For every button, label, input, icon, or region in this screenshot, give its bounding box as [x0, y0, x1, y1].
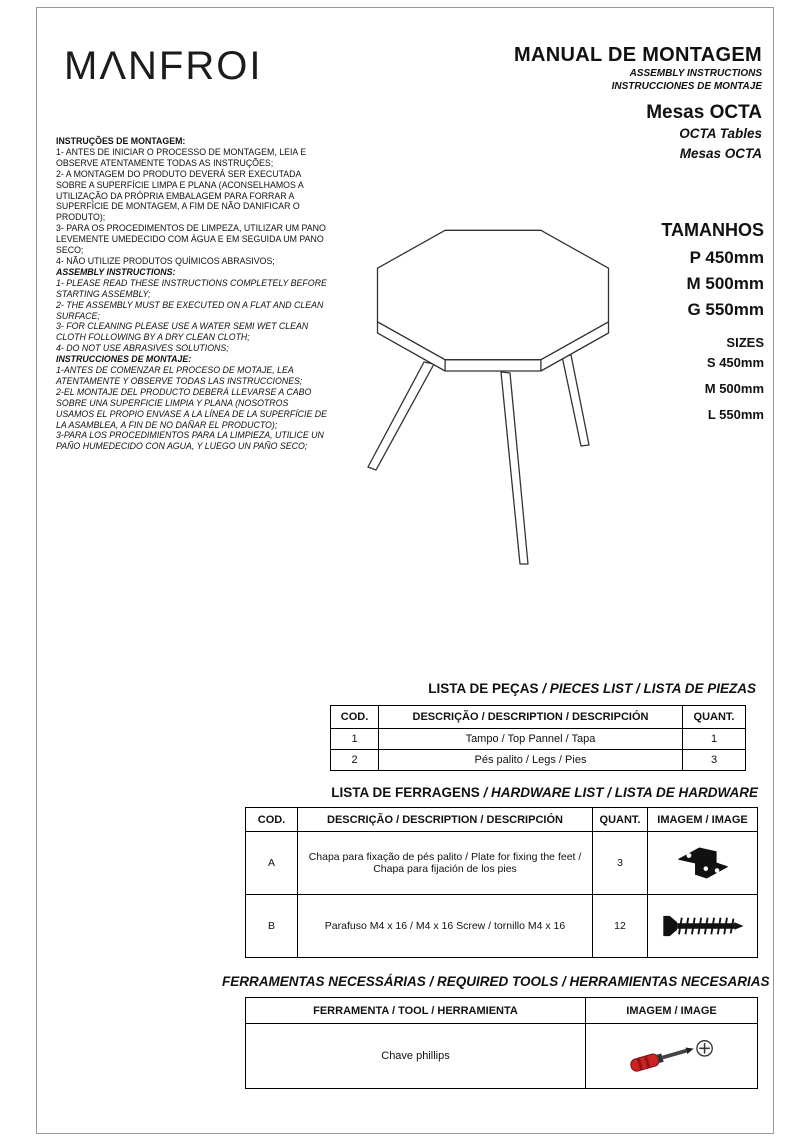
- instruction-item: 1- PLEASE READ THESE INSTRUCTIONS COMPLETELY BEFORE STARTING ASSEMBLY;: [56, 277, 327, 299]
- instruction-item: 3- PARA OS PROCEDIMENTOS DE LIMPEZA, UTILIZAR UM PANO LEVEMENTE UMEDECIDO COM ÁGUA E EM SEGUIDA UM PANO SECO;: [56, 223, 326, 256]
- tool-image-cell: [586, 1024, 758, 1089]
- hardware-quantity: 12: [593, 895, 648, 958]
- hardware-cod: B: [246, 895, 298, 958]
- manual-subtitle-en: ASSEMBLY INSTRUCTIONS: [629, 68, 762, 79]
- hardware-table: [245, 807, 758, 958]
- sizes-title-pt: TAMANHOS: [661, 220, 764, 240]
- tools-col-image: IMAGEM / IMAGE: [586, 998, 758, 1024]
- table-row: [331, 750, 746, 771]
- table-row: [246, 832, 758, 895]
- table-row: [246, 1024, 758, 1089]
- tools-table: [245, 997, 758, 1089]
- size-option: L 550mm: [707, 407, 764, 422]
- sizes-block: [661, 220, 764, 428]
- table-row: [246, 895, 758, 958]
- instructions-title-en: ASSEMBLY INSTRUCTIONS:: [56, 266, 176, 277]
- piece-quantity: 3: [683, 750, 746, 771]
- hardware-col-quant: QUANT.: [593, 808, 648, 832]
- pieces-heading-translations: / PIECES LIST / LISTA DE PIEZAS: [542, 681, 756, 696]
- instruction-item: 3-PARA LOS PROCEDIMIENTOS PARA LA LIMPIEZA, UTILICE UN PAÑO HUMEDECIDO CON AGUA, Y LUEGO UN PAÑO SECO;: [56, 430, 324, 452]
- tools-heading: FERRAMENTAS NECESSÁRIAS / REQUIRED TOOLS / HERRAMIENTAS NECESARIAS: [222, 974, 770, 989]
- hardware-heading-main: LISTA DE FERRAGENS: [331, 785, 484, 800]
- instruction-item: 4- NÃO UTILIZE PRODUTOS QUÍMICOS ABRASIVOS;: [56, 255, 275, 266]
- phillips-screwdriver-icon: [626, 1033, 718, 1079]
- manual-subtitle-es: INSTRUCCIONES DE MONTAJE: [611, 81, 762, 92]
- table-legs: [368, 355, 589, 564]
- instruction-item: 3- FOR CLEANING PLEASE USE A WATER SEMI WET CLEAN CLOTH FOLLOWING BY A DRY CLEAN CLOTH;: [56, 321, 309, 343]
- instruction-item: 2-EL MONTAJE DEL PRODUCTO DEBERÁ LLEVARSE A CABO SOBRE UNA SUPERFICIE LIMPIA Y PLANA (NOSOTROS USAMOS EL PROPIO ENVASE A LA LÍNEA DE LA SUPERFÍCIE DE LA ASAMBLEA, A FIN DE NO DAÑAR EL PRODUCTO);: [56, 386, 327, 430]
- piece-cod: 1: [331, 729, 379, 750]
- hardware-description: Chapa para fixação de pés palito / Plate for fixing the feet / Chapa para fijación de los pies: [298, 832, 593, 895]
- hardware-image-cell: [648, 832, 758, 895]
- size-option: S 450mm: [706, 355, 764, 370]
- pieces-list-heading: [428, 681, 756, 696]
- hardware-col-description: DESCRIÇÃO / DESCRIPTION / DESCRIPCIÓN: [298, 808, 593, 832]
- size-option: P 450mm: [689, 248, 764, 267]
- pieces-heading-main: LISTA DE PEÇAS: [428, 681, 543, 696]
- instruction-item: 2- THE ASSEMBLY MUST BE EXECUTED ON A FLAT AND CLEAN SURFACE;: [56, 299, 324, 321]
- pieces-col-quant: QUANT.: [683, 706, 746, 729]
- size-option: G 550mm: [687, 300, 764, 319]
- header: [514, 44, 762, 163]
- hardware-image-cell: [648, 895, 758, 958]
- size-option: M 500mm: [704, 381, 764, 396]
- instructions-title-pt: INSTRUÇÕES DE MONTAGEM:: [56, 136, 186, 146]
- octa-table-diagram: [338, 212, 650, 578]
- instruction-item: 1-ANTES DE COMENZAR EL PROCESO DE MOTAJE, LEA ATENTAMENTE Y OBSERVE TODAS LAS INSTRUCCIONES;: [56, 365, 303, 386]
- manual-title: MANUAL DE MONTAGEM: [514, 44, 762, 66]
- piece-description: Tampo / Top Pannel / Tapa: [379, 729, 683, 750]
- table-top: [378, 230, 609, 371]
- piece-quantity: 1: [683, 729, 746, 750]
- pieces-col-description: DESCRIÇÃO / DESCRIPTION / DESCRIPCIÓN: [379, 706, 683, 729]
- screw-icon: [660, 914, 746, 938]
- sizes-title-en: SIZES: [726, 335, 764, 350]
- hardware-heading-translations: / HARDWARE LIST / LISTA DE HARDWARE: [483, 785, 758, 800]
- size-option: M 500mm: [686, 274, 764, 293]
- table-illustration: [338, 212, 650, 578]
- hardware-cod: A: [246, 832, 298, 895]
- instruction-item: 2- A MONTAGEM DO PRODUTO DEVERÁ SER EXECUTADA SOBRE A SUPERFÍCIE LIMPA E PLANA (ACONSELHAMOS A UTILIZAÇÃO DA PRÓPRIA EMBALAGEM PARA FORRAR A SUPERFÍCIE DE MONTAGEM, A FIM DE NÃO DANIFICAR O PRODUTO);: [56, 168, 304, 223]
- table-row: [331, 729, 746, 750]
- pieces-header-row: [331, 706, 746, 729]
- pieces-col-cod: COD.: [331, 706, 379, 729]
- hardware-header-row: [246, 808, 758, 832]
- hardware-col-cod: COD.: [246, 808, 298, 832]
- instructions-title-es: INSTRUCCIONES DE MONTAJE:: [56, 354, 192, 365]
- instruction-item: 1- ANTES DE INICIAR O PROCESSO DE MONTAGEM, LEIA E OBSERVE ATENTAMENTE TODAS AS INSTRUÇÕES;: [56, 146, 307, 168]
- pieces-table: [330, 705, 746, 771]
- product-name-es: Mesas OCTA: [679, 145, 762, 161]
- tools-header-row: [246, 998, 758, 1024]
- hardware-list-heading: [331, 785, 758, 800]
- hardware-quantity: 3: [593, 832, 648, 895]
- tools-col-tool: FERRAMENTA / TOOL / HERRAMIENTA: [246, 998, 586, 1024]
- piece-description: Pés palito / Legs / Pies: [379, 750, 683, 771]
- fixing-plate-icon: [673, 842, 733, 884]
- hardware-description: Parafuso M4 x 16 / M4 x 16 Screw / tornillo M4 x 16: [298, 895, 593, 958]
- tool-name: Chave phillips: [246, 1024, 586, 1089]
- hardware-col-image: IMAGEM / IMAGE: [648, 808, 758, 832]
- brand-logo: MΛNFROI: [64, 44, 263, 88]
- product-name-en: OCTA Tables: [679, 126, 762, 141]
- piece-cod: 2: [331, 750, 379, 771]
- instruction-item: 4- DO NOT USE ABRASIVES SOLUTIONS;: [56, 343, 229, 354]
- product-name: Mesas OCTA: [646, 102, 762, 123]
- instructions-block: [56, 136, 328, 452]
